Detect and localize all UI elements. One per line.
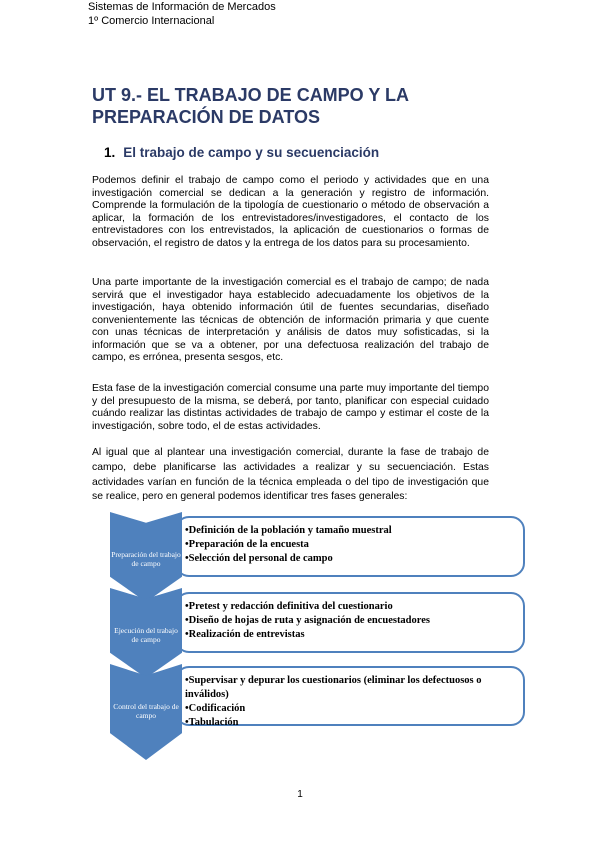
phase-label-preparation: Preparación del trabajo de campo <box>111 550 181 568</box>
phase-item: •Preparación de la encuesta <box>185 539 309 550</box>
phase-item: •Codificación <box>185 703 246 714</box>
section-heading <box>104 145 379 160</box>
phase-item: •Realización de entrevistas <box>185 629 305 640</box>
phase-box-execution <box>175 592 525 653</box>
title-line-1: UT 9.- EL TRABAJO DE CAMPO Y LA <box>92 85 410 105</box>
header-subject: Sistemas de Información de Mercados <box>88 1 276 13</box>
paragraph-cost: Esta fase de la investigación comercial consume una parte muy importante del tiempo y del presupuesto de la misma, se deberá, por tanto, planificar con especial cuidado cuándo realizar las distintas actividades de trabajo de campo y estimar el coste de la investigación, sobre todo, el de estas actividades. <box>92 383 489 432</box>
page-header <box>88 0 276 28</box>
phase-item: •Pretest y redacción definitiva del cuestionario <box>185 601 393 612</box>
phase-item: •Diseño de hojas de ruta y asignación de encuestadores <box>185 615 430 626</box>
phase-item: •Selección del personal de campo <box>185 553 333 564</box>
phases-diagram <box>110 512 530 762</box>
paragraph-phases-intro: Al igual que al plantear una investigación comercial, durante la fase de trabajo de campo, debe planificarse las actividades a realizar y su secuenciación. Estas actividades varían en función de la técnica empleada o del tipo de investigación que se realice, pero en general podemos identificar tres fases generales: <box>92 447 489 503</box>
title-line-2: PREPARACIÓN DE DATOS <box>92 107 321 127</box>
header-course: 1º Comercio Internacional <box>88 15 215 27</box>
section-label: El trabajo de campo y su secuenciación <box>123 145 380 160</box>
paragraph-importance: Una parte importante de la investigación comercial es el trabajo de campo; de nada servirá que el investigador haya establecido adecuadamente los objetivos de la investigación, haya obtenido información útil de fuentes secundarias, diseñado convenientemente las técnicas de obtención de información primaria y que cuente con unas técnicas de interpretación y análisis de datos muy sofisticadas, si la información que se va a obtener, por una defectuosa realización del trabajo de campo, es errónea, presenta sesgos, etc. <box>92 277 489 363</box>
phase-item: •Definición de la población y tamaño muestral <box>185 525 392 536</box>
phase-box-control <box>175 666 525 726</box>
page-title <box>92 84 512 128</box>
phase-label-execution: Ejecución del trabajo de campo <box>114 626 178 644</box>
page-number: 1 <box>297 789 303 800</box>
paragraph-definition: Podemos definir el trabajo de campo como el periodo y actividades que en una investigación comercial se dedican a la generación y registro de información. Comprende la formulación de la tipología de cuestionario o método de observación a aplicar, la formación de los entrevistadores/investigadores, el contacto de los entrevistadores con los entrevistados, la aplicación de cuestionarios o formas de observación, el registro de datos y la entrega de los datos para su procesamiento. <box>92 175 489 249</box>
phase-label-control: Control del trabajo de campo <box>113 702 179 720</box>
phase-item: •Supervisar y depurar los cuestionarios (eliminar los defectuosos o inválidos) <box>185 675 482 700</box>
phase-box-preparation <box>175 516 525 577</box>
section-number: 1. <box>104 145 116 160</box>
phase-item: •Tabulación <box>185 717 239 728</box>
